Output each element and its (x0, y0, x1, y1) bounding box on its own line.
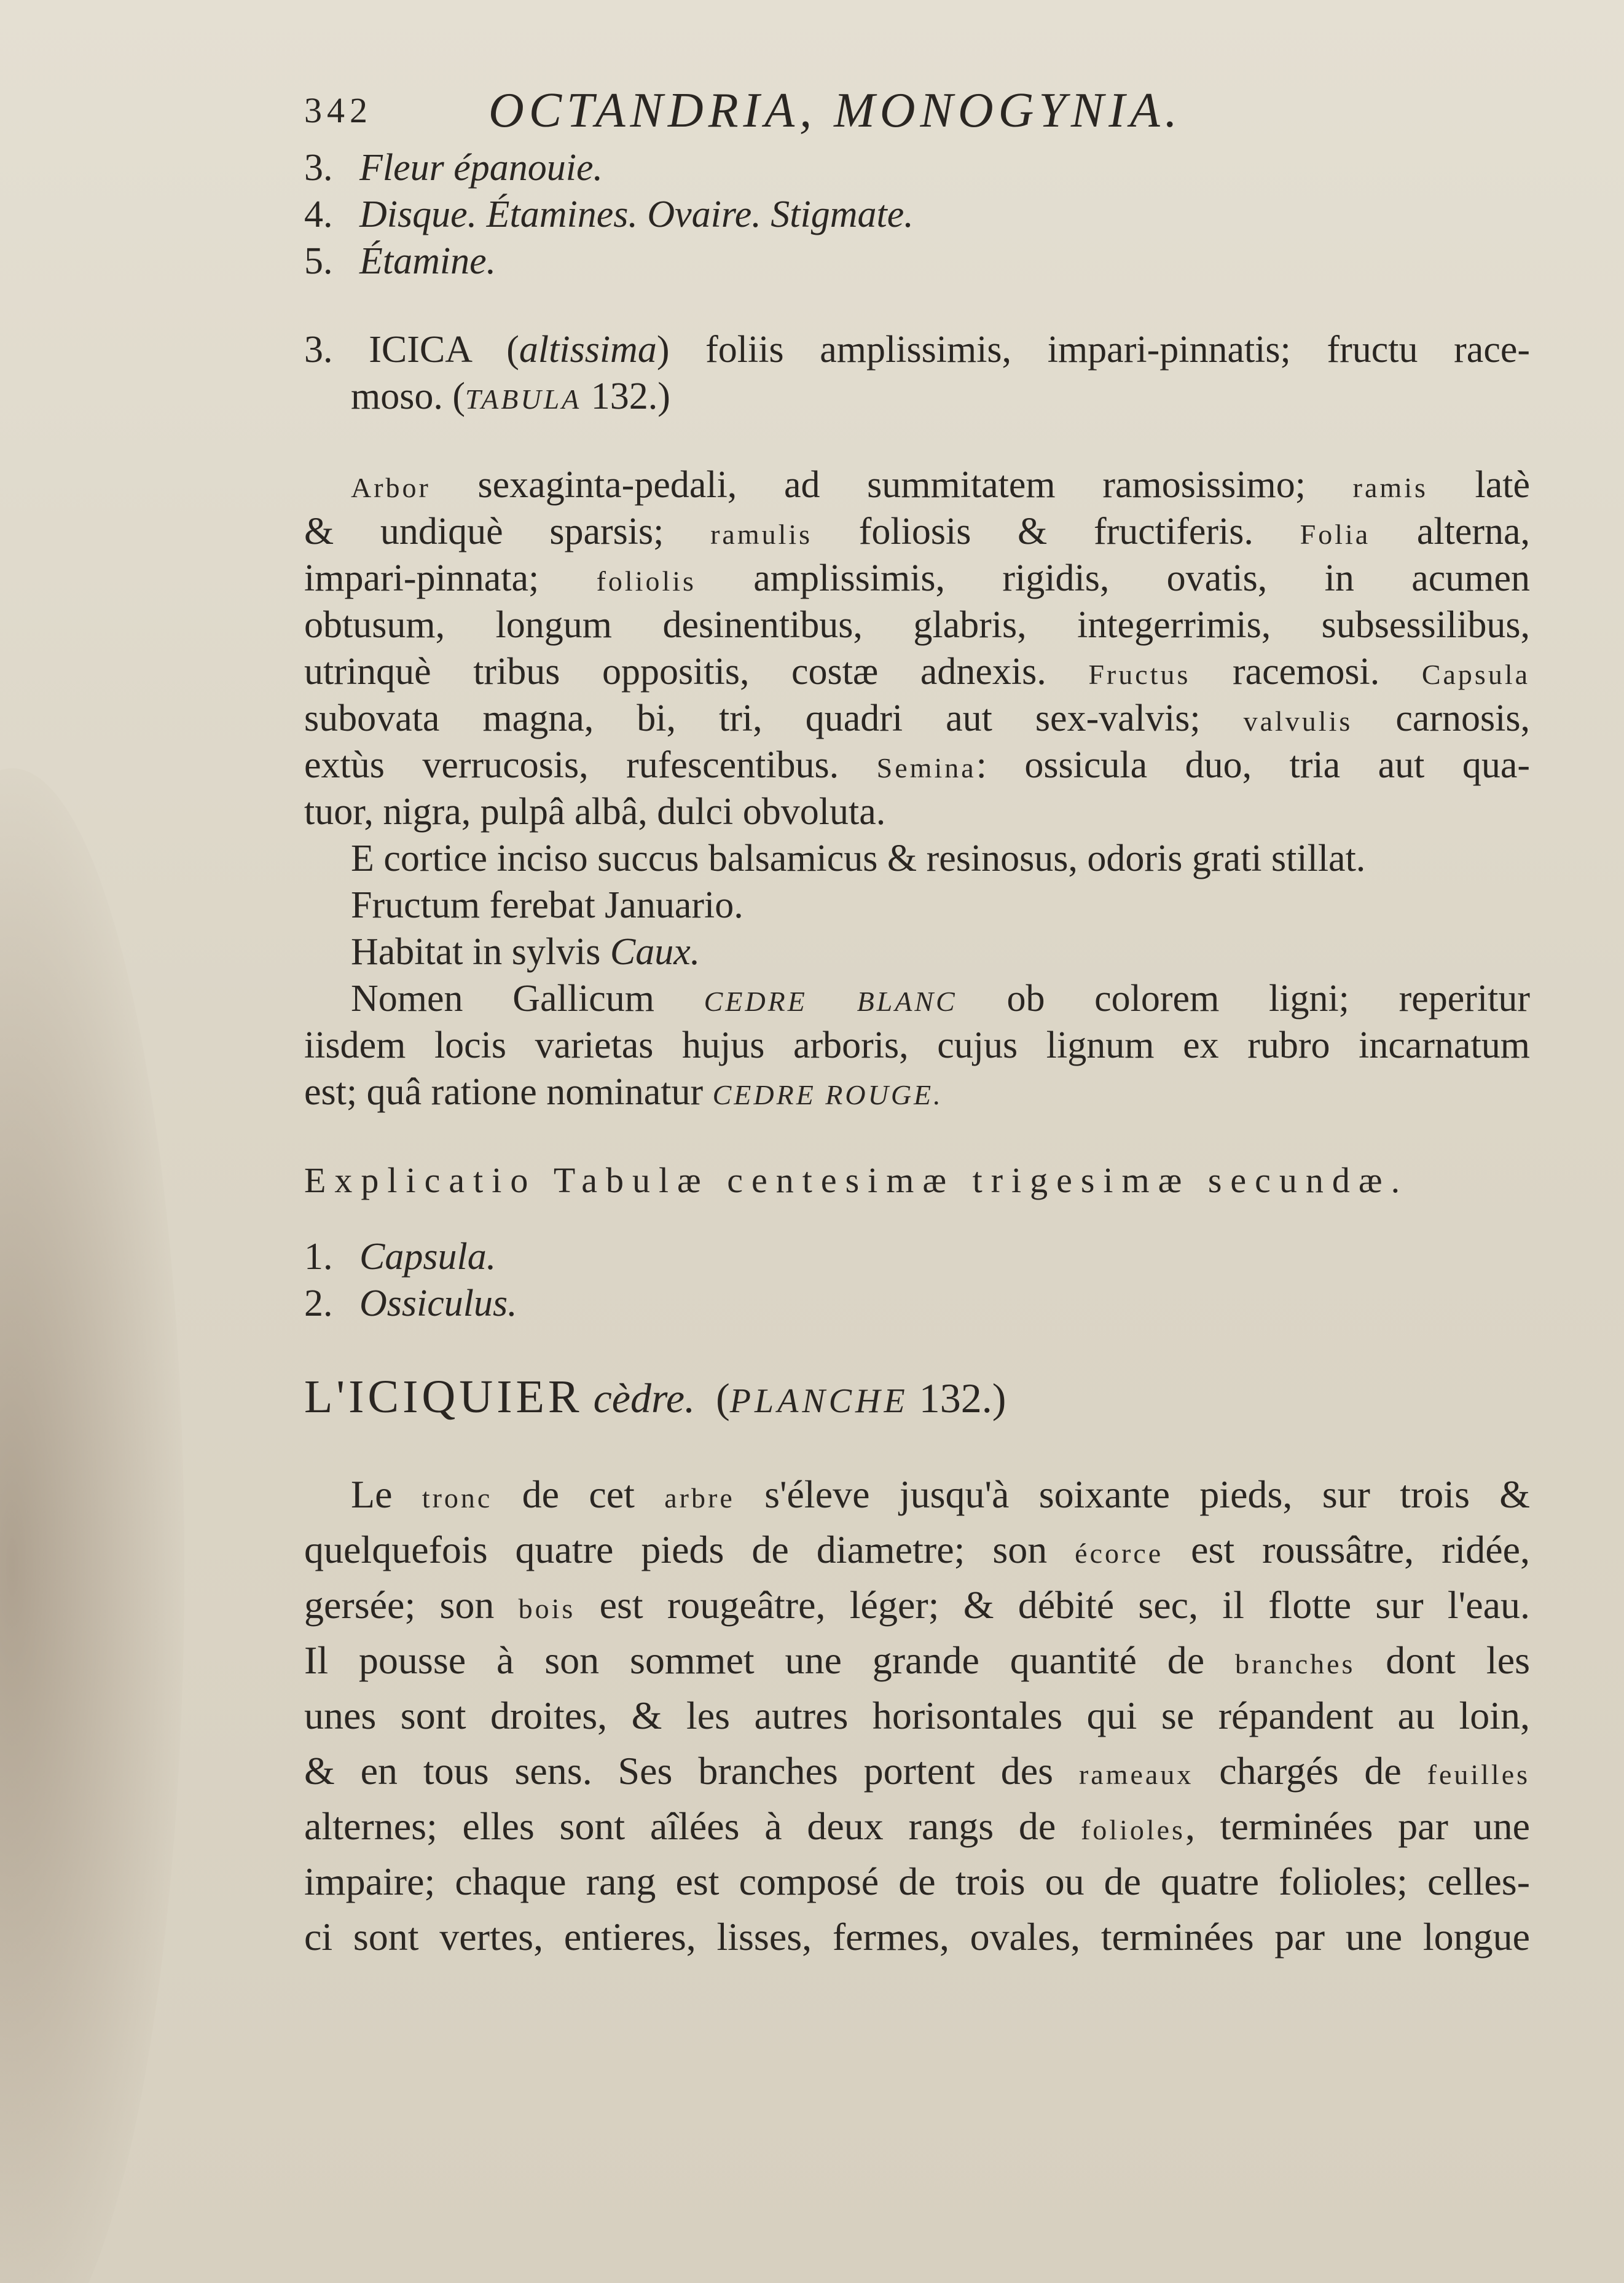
running-head (304, 77, 1530, 144)
french-line: ci sont vertes, entieres, lisses, fermes, ovales, terminées par une longue (304, 1915, 1530, 1959)
description-line: E cortice inciso succus balsamicus & resinosus, odoris grati stillat. (351, 838, 1366, 879)
text-block (304, 77, 1530, 1965)
description-line: impari-pinnata; foliolis amplissimis, rigidis, ovatis, in acumen (304, 557, 1531, 599)
french-line: impaire; chaque rang est composé de trois ou de quatre folioles; celles- (304, 1860, 1530, 1903)
description-line: & undiquè sparsis; ramulis foliosis & fructiferis. Folia alterna, (304, 511, 1531, 552)
description-line: utrinquè tribus oppositis, costæ adnexis. Fructus racemosi. Capsula (304, 651, 1531, 693)
figure-item: 3. Fleur épanouie. (304, 147, 603, 189)
french-line: Il pousse à son sommet une grande quantité de branches dont les (304, 1638, 1531, 1682)
description-line: Habitat in sylvis Caux. (351, 931, 700, 973)
french-line: quelquefois quatre pieds de diametre; son écorce est roussâtre, ridée, (304, 1528, 1531, 1571)
french-line: unes sont droites, & les autres horisontales qui se répandent au loin, (304, 1694, 1530, 1737)
explicatio-item: 2. Ossiculus. (304, 1283, 517, 1324)
explicatio-heading: Explicatio Tabulæ centesimæ trigesimæ secundæ. (304, 1160, 1409, 1200)
french-body (304, 1467, 1530, 1965)
figure-item: 4. Disque. Étamines. Ovaire. Stigmate. (304, 194, 914, 235)
description-line: tuor, nigra, pulpâ albâ, dulci obvoluta. (304, 791, 886, 833)
page-title: OCTANDRIA, MONOGYNIA. (488, 84, 1182, 138)
page-shadow (0, 768, 184, 2283)
french-line: alternes; elles sont aîlées à deux rangs de folioles, terminées par une (304, 1804, 1531, 1848)
species-line-2: moso. (TABULA 132.) (351, 375, 670, 417)
page-number: 342 (304, 90, 372, 130)
french-line: gersée; son bois est rougeâtre, léger; & débité sec, il flotte sur l'eau. (304, 1583, 1531, 1627)
description-line: Fructum ferebat Januario. (351, 884, 743, 926)
french-line: Le tronc de cet arbre s'éleve jusqu'à soixante pieds, sur trois & (351, 1472, 1531, 1516)
french-heading: L'ICIQUIER cèdre. (PLANCHE 132.) (304, 1371, 1006, 1423)
species-line-1: 3. ICICA (altissima) foliis amplissimis, impari-pinnatis; fructu race- (304, 329, 1531, 371)
figure-item: 5. Étamine. (304, 240, 496, 282)
explicatio-item: 1. Capsula. (304, 1236, 496, 1278)
french-line: & en tous sens. Ses branches portent des rameaux chargés de feuilles (304, 1749, 1531, 1793)
description-line: obtusum, longum desinentibus, glabris, integerrimis, subsessilibus, (304, 604, 1530, 646)
description-line: Nomen Gallicum CEDRE BLANC ob colorem ligni; reperitur (351, 978, 1531, 1020)
description-line: est; quâ ratione nominatur CEDRE ROUGE. (304, 1071, 943, 1113)
description-line: subovata magna, bi, tri, quadri aut sex-valvis; valvulis carnosis, (304, 697, 1531, 739)
description-line: iisdem locis varietas hujus arboris, cujus lignum ex rubro incarnatum (304, 1024, 1530, 1066)
description-line: extùs verrucosis, rufescentibus. Semina: ossicula duo, tria aut qua- (304, 744, 1531, 786)
description-line: Arbor sexaginta-pedali, ad summitatem ramosissimo; ramis latè (351, 464, 1531, 506)
